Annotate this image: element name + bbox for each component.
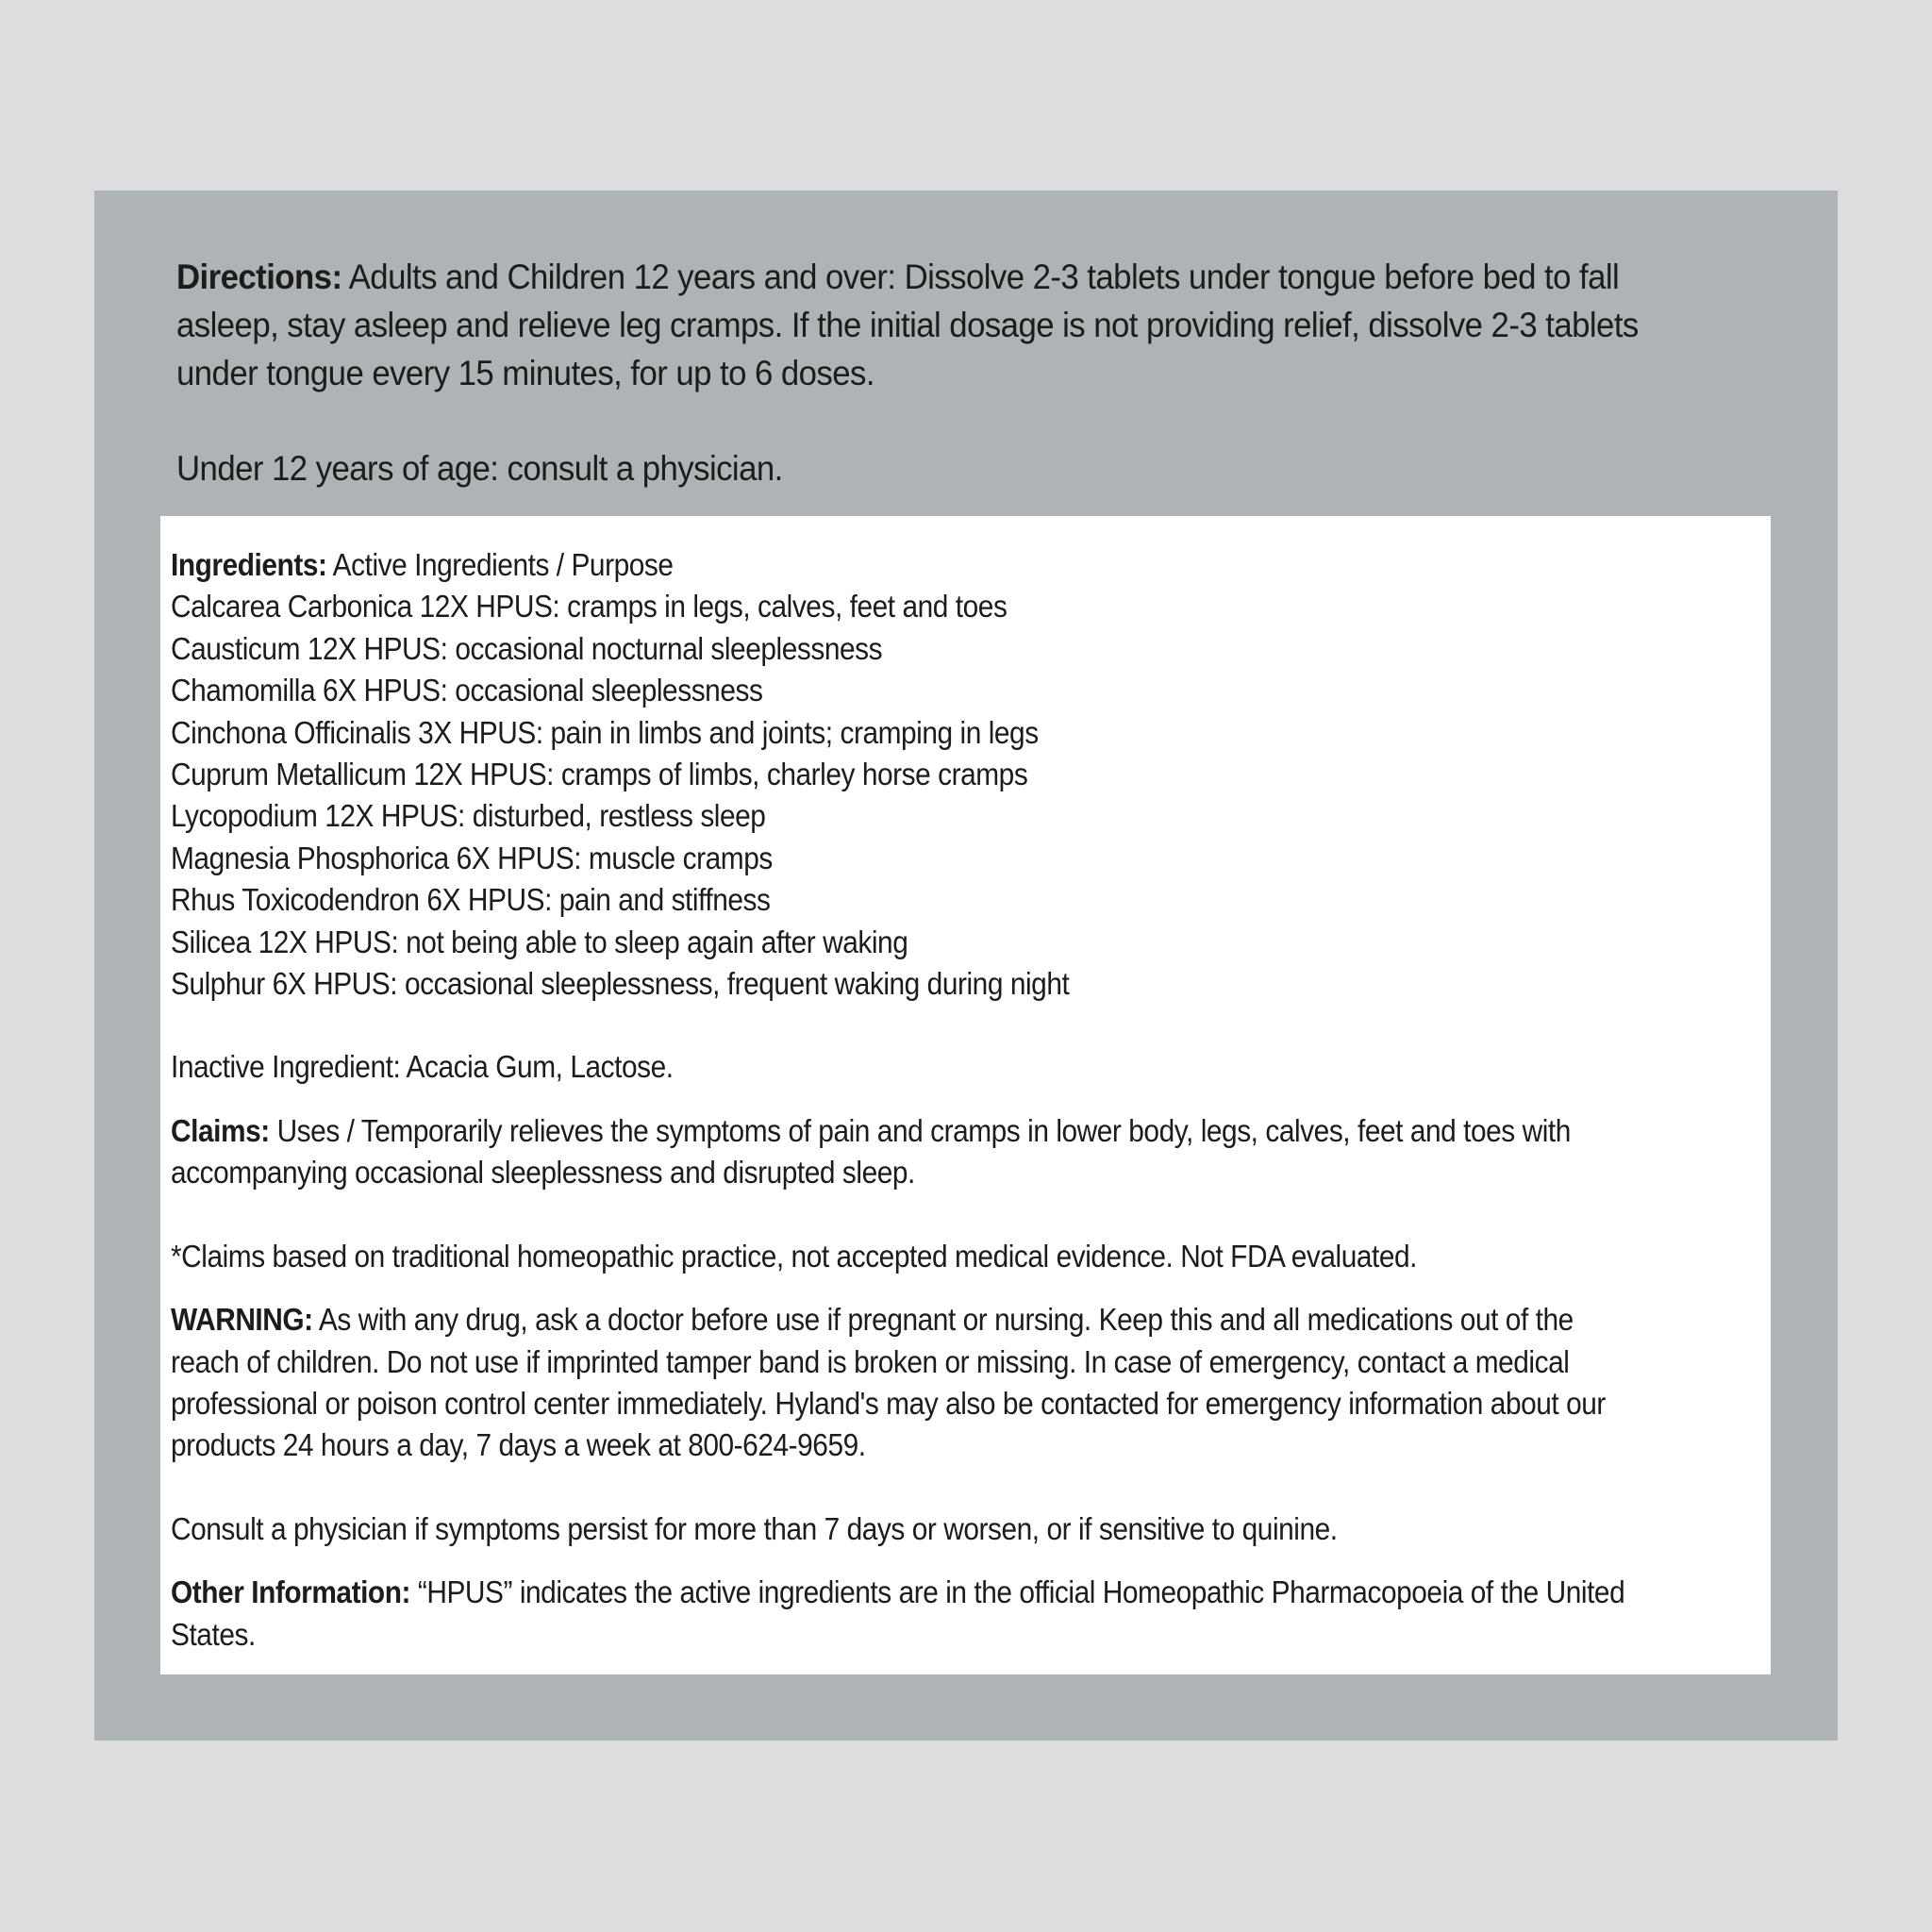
- ingredients-box: [160, 516, 1771, 1674]
- ingredient-item: Cinchona Officinalis 3X HPUS: pain in limbs and joints; cramping in legs: [171, 714, 1039, 750]
- ingredients-label: Ingredients:: [171, 547, 327, 582]
- ingredient-item: Sulphur 6X HPUS: occasional sleeplessness, frequent waking during night: [171, 966, 1070, 1002]
- under-12-note: Under 12 years of age: consult a physician.: [176, 449, 783, 488]
- warning-label: WARNING:: [171, 1302, 313, 1338]
- warning-text: As with any drug, ask a doctor before use if pregnant or nursing. Keep this and all medications out of the reach of children. Do not use if imprinted tamper band is broken or missing. In case of emergency, contact a medical professional or poison control center immediately. Hyland's may also be contacted for emergency information about our products 24 hours a day, 7 days a week at 800-624-9659.: [171, 1302, 1606, 1463]
- ingredient-item: Magnesia Phosphorica 6X HPUS: muscle cramps: [171, 840, 773, 875]
- other-info-label: Other Information:: [171, 1574, 410, 1610]
- claims-paragraph: [171, 1110, 1640, 1194]
- directions-label: Directions:: [176, 258, 342, 296]
- other-info-paragraph: [171, 1572, 1640, 1656]
- ingredient-item: Chamomilla 6X HPUS: occasional sleeplessness: [171, 673, 763, 708]
- ingredients-header: Active Ingredients / Purpose: [326, 547, 674, 582]
- other-info-text: “HPUS” indicates the active ingredients are in the official Homeopathic Pharmacopoeia of the United States.: [171, 1574, 1625, 1652]
- ingredient-item: Rhus Toxicodendron 6X HPUS: pain and stiffness: [171, 882, 771, 918]
- label-panel: [94, 191, 1838, 1740]
- ingredients-heading: [171, 544, 1640, 586]
- claims-text: Uses / Temporarily relieves the symptoms of pain and cramps in lower body, legs, calves, feet and toes with accompanying occasional sleeplessness and disrupted sleep.: [171, 1112, 1571, 1191]
- consult-note: Consult a physician if symptoms persist for more than 7 days or worsen, or if sensitive to quinine.: [171, 1510, 1338, 1546]
- directions-paragraph: [176, 253, 1666, 397]
- ingredient-item: Calcarea Carbonica 12X HPUS: cramps in legs, calves, feet and toes: [171, 589, 1008, 625]
- active-ingredients-list: [171, 586, 1640, 1005]
- directions-section: [176, 253, 1666, 492]
- claims-note: *Claims based on traditional homeopathic practice, not accepted medical evidence. Not FDA evaluated.: [171, 1238, 1418, 1274]
- ingredient-item: Silicea 12X HPUS: not being able to sleep again after waking: [171, 924, 908, 959]
- inactive-ingredient: Inactive Ingredient: Acacia Gum, Lactose.: [171, 1049, 674, 1085]
- ingredients-box-content: [171, 544, 1640, 1656]
- ingredient-item: Causticum 12X HPUS: occasional nocturnal sleeplessness: [171, 630, 883, 666]
- ingredient-item: Cuprum Metallicum 12X HPUS: cramps of limbs, charley horse cramps: [171, 757, 1028, 792]
- directions-text: Adults and Children 12 years and over: Dissolve 2-3 tablets under tongue before bed to fall asleep, stay asleep and relieve leg cramps. If the initial dosage is not providing relief, dissolve 2-3 tablets under tongue every 15 minutes, for up to 6 doses.: [176, 258, 1639, 392]
- claims-label: Claims:: [171, 1112, 270, 1148]
- ingredient-item: Lycopodium 12X HPUS: disturbed, restless sleep: [171, 798, 766, 834]
- warning-paragraph: [171, 1299, 1640, 1467]
